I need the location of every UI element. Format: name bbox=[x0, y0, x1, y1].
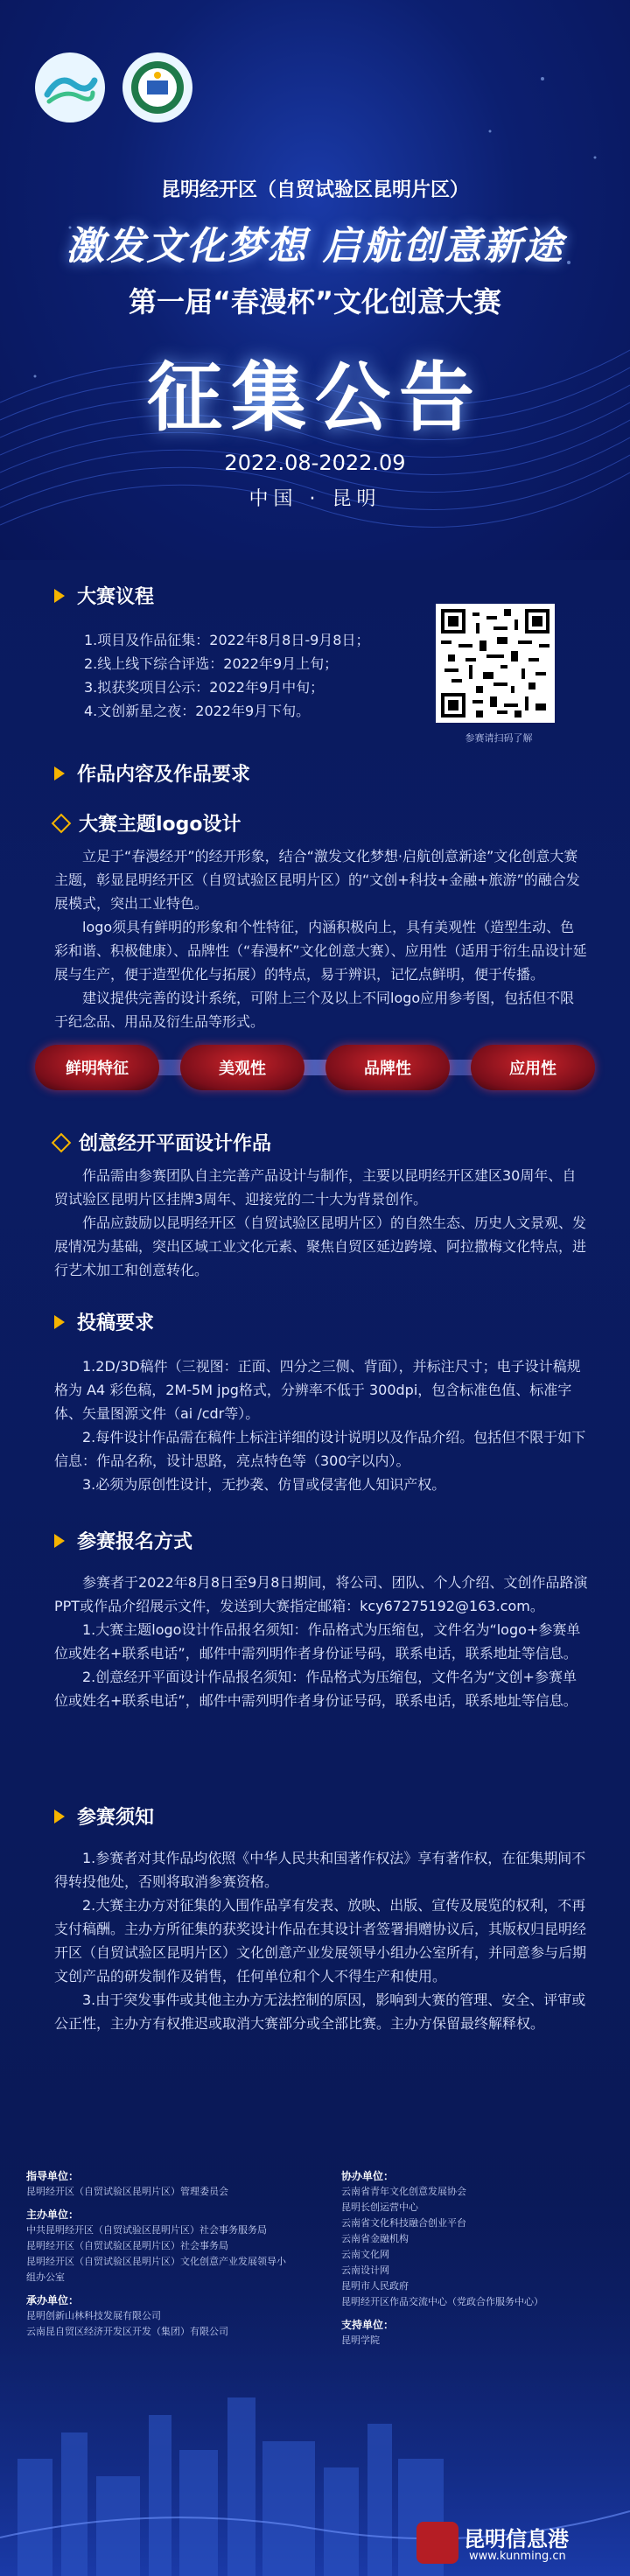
footer-line: 昆明经开区（自贸试验区昆明片区）社会事务局 bbox=[26, 2240, 228, 2251]
qr-caption: 参赛请扫码了解 bbox=[465, 732, 533, 744]
registration-title bbox=[54, 1527, 192, 1554]
agenda-item: 2.线上线下综合评选：2022年9月上旬； bbox=[84, 655, 339, 672]
qr-code-icon bbox=[441, 609, 550, 718]
agenda-title bbox=[54, 582, 154, 609]
terms-title bbox=[54, 1802, 154, 1830]
qr-code[interactable] bbox=[436, 604, 555, 723]
feature-pill: 品牌性 bbox=[326, 1045, 450, 1090]
paragraph: 1.参赛者对其作品均依照《中华人民共和国著作权法》享有著作权，在征集期间不得转投他处，否则将取消参赛资格。 bbox=[54, 1850, 586, 1890]
emblem-icon bbox=[126, 56, 189, 119]
organizer-line: 昆明经开区（自贸试验区昆明片区） bbox=[160, 179, 469, 201]
paragraph: 2.大赛主办方对征集的入围作品享有发表、放映、出版、宣传及展览的权利，不再支付稿酬。主办方所征集的获奖设计作品在其设计者签署捐赠协议后，其版权归昆明经开区（自贸试验区昆明片区）文化创意产业发展领导小组办公室所有，并同意参与后期文创产品的研发制作及销售，任何单位和个人不得生产和使用。 bbox=[54, 1897, 587, 1984]
triangle-bullet-icon bbox=[54, 1810, 65, 1824]
agenda-item: 4.文创新星之夜：2022年9月下旬。 bbox=[84, 703, 311, 719]
triangle-bullet-icon bbox=[54, 1315, 65, 1329]
feature-pills bbox=[35, 1037, 595, 1098]
footer-line: 云南文化网 bbox=[341, 2249, 389, 2260]
wave-logo-icon bbox=[38, 56, 102, 119]
requirements-title bbox=[54, 1308, 154, 1335]
footer-line: 云南昆自贸区经济开发区开发（集团）有限公司 bbox=[26, 2326, 228, 2337]
logo-group bbox=[35, 52, 192, 122]
terms-body bbox=[54, 1846, 588, 2035]
paragraph: 1.大赛主题logo设计作品报名须知：作品格式为压缩包，文件名为“logo+参赛单位或姓名+联系电话”，邮件中需列明作者身份证号码，联系电话，联系地址等信息。 bbox=[54, 1621, 581, 1662]
footer-line: 昆明长创运营中心 bbox=[341, 2202, 418, 2213]
footer-heading: 支持单位： bbox=[341, 2319, 395, 2331]
hero-banner bbox=[0, 0, 630, 560]
terms-title-text: 参赛须知 bbox=[77, 1807, 155, 1829]
footer-line: 云南省青年文化创意发展协会 bbox=[341, 2186, 466, 2197]
content-title-text: 作品内容及作品要求 bbox=[77, 764, 251, 786]
agenda-item: 3.拟获奖项目公示：2022年9月中旬； bbox=[84, 679, 325, 696]
footer-line: 昆明经开区（自贸试验区昆明片区）文化创意产业发展领导小组办公室 bbox=[26, 2256, 286, 2283]
agenda-title-text: 大赛议程 bbox=[77, 586, 155, 608]
footer-left-column bbox=[26, 2161, 289, 2340]
requirements-body bbox=[54, 1354, 588, 1496]
logo-subtitle-text: 大赛主题logo设计 bbox=[79, 814, 242, 836]
footer-line: 云南省文化科技融合创业平台 bbox=[341, 2217, 466, 2229]
notice-title: 征集公告 bbox=[147, 354, 483, 442]
contest-logo bbox=[35, 52, 105, 122]
paragraph: 1.2D/3D稿件（三视图：正面、四分之三侧、背面），并标注尺寸；电子设计稿规格为 A4 彩色稿，2M-5M jpg格式，分辨率不低于 300dpi，包含标准色值、标准字体、矢量图源文件（ai /cdr等）。 bbox=[54, 1358, 581, 1422]
triangle-bullet-icon bbox=[54, 1534, 65, 1548]
paragraph: 参赛者于2022年8月8日至9月8日期间，将公司、团队、个人介绍、文创作品路演PPT或作品介绍展示文件，发送到大赛指定邮箱：kcy67275192@163.com。 bbox=[54, 1574, 588, 1614]
footer bbox=[0, 2152, 630, 2576]
slogan: 激发文化梦想 启航创意新途 bbox=[66, 224, 564, 269]
plane-description bbox=[54, 1164, 588, 1282]
footer-line: 云南省金融机构 bbox=[341, 2233, 409, 2244]
agenda-item: 1.项目及作品征集：2022年8月8日-9月8日； bbox=[84, 632, 370, 648]
plane-subtitle bbox=[54, 1129, 271, 1156]
requirements-title-text: 投稿要求 bbox=[77, 1312, 155, 1334]
brand-watermark[interactable] bbox=[411, 2516, 621, 2569]
paragraph: 建议提供完善的设计系统，可附上三个及以上不同logo应用参考图，包括但不限于纪念品、用品及衍生品等形式。 bbox=[54, 990, 575, 1030]
date-range: 2022.08-2022.09 bbox=[224, 451, 406, 475]
paragraph: 3.必须为原创性设计，无抄袭、仿冒或侵害他人知识产权。 bbox=[82, 1476, 446, 1493]
footer-line: 昆明市人民政府 bbox=[341, 2280, 409, 2292]
footer-line: 昆明学院 bbox=[341, 2334, 380, 2346]
zone-emblem bbox=[122, 52, 192, 122]
brand-url: www.kunming.cn bbox=[469, 2550, 566, 2563]
paragraph: 2.每件设计作品需在稿件上标注详细的设计说明以及作品介绍。包括但不限于如下信息：作品名称，设计思路，亮点特色等（300字以内）。 bbox=[54, 1429, 586, 1469]
content-title bbox=[54, 760, 250, 787]
diamond-bullet-icon bbox=[52, 813, 72, 833]
location: 中国 · 昆明 bbox=[248, 488, 382, 510]
brand-logo-icon bbox=[416, 2522, 458, 2564]
paragraph: logo须具有鲜明的形象和个性特征，内涵积极向上，具有美观性（造型生动、色彩和谐、积极健康）、品牌性（“春漫杯”文化创意大赛）、应用性（适用于衍生品设计延展与生产，便于造型优化与拓展）的特点，易于辨识，记忆点鲜明，便于传播。 bbox=[54, 919, 587, 983]
footer-line: 云南设计网 bbox=[341, 2264, 389, 2276]
diamond-bullet-icon bbox=[52, 1132, 72, 1152]
feature-pill: 应用性 bbox=[471, 1045, 595, 1090]
feature-pill: 美观性 bbox=[180, 1045, 304, 1090]
paragraph: 作品需由参赛团队自主完善产品设计与制作，主要以昆明经开区建区30周年、自贸试验区昆明片区挂牌3周年、迎接党的二十大为背景创作。 bbox=[54, 1167, 577, 1208]
plane-subtitle-text: 创意经开平面设计作品 bbox=[79, 1133, 272, 1155]
footer-heading: 主办单位： bbox=[26, 2208, 80, 2221]
footer-line: 昆明经开区作品交流中心（党政合作服务中心） bbox=[341, 2296, 543, 2307]
triangle-bullet-icon bbox=[54, 766, 65, 780]
contest-name: 第一届“春漫杯”文化创意大赛 bbox=[128, 285, 502, 318]
agenda-list bbox=[84, 628, 416, 723]
footer-heading: 承办单位： bbox=[26, 2294, 80, 2306]
paragraph: 立足于“春漫经开”的经开形象，结合“激发文化梦想·启航创意新途”文化创意大赛主题，彰显昆明经开区（自贸试验区昆明片区）的“文创+科技+金融+旅游”的融合发展模式，突出工业特色。 bbox=[54, 848, 580, 912]
triangle-bullet-icon bbox=[54, 589, 65, 603]
footer-heading: 指导单位： bbox=[26, 2170, 80, 2182]
paragraph: 3.由于突发事件或其他主办方无法控制的原因，影响到大赛的管理、安全、评审或公正性，主办方有权推迟或取消大赛部分或全部比赛。主办方保留最终解释权。 bbox=[54, 1992, 586, 2032]
logo-subtitle bbox=[54, 809, 242, 836]
logo-description bbox=[54, 844, 588, 1033]
footer-line: 昆明经开区（自贸试验区昆明片区）管理委员会 bbox=[26, 2186, 228, 2197]
registration-title-text: 参赛报名方式 bbox=[77, 1531, 193, 1553]
footer-heading: 协办单位： bbox=[341, 2170, 395, 2182]
paragraph: 作品应鼓励以昆明经开区（自贸试验区昆明片区）的自然生态、历史人文景观、发展情况为基础，突出区域工业文化元素、聚焦自贸区延边跨境、阿拉撒梅文化特点，进行艺术加工和创意转化。 bbox=[54, 1214, 587, 1278]
feature-pill: 鲜明特征 bbox=[35, 1045, 159, 1090]
registration-body bbox=[54, 1571, 588, 1712]
footer-line: 昆明创新山林科技发展有限公司 bbox=[26, 2310, 161, 2321]
paragraph: 2.创意经开平面设计作品报名须知：作品格式为压缩包，文件名为“文创+参赛单位或姓名+联系电话”，邮件中需列明作者身份证号码，联系电话，联系地址等信息。 bbox=[54, 1669, 578, 1709]
footer-line: 中共昆明经开区（自贸试验区昆明片区）社会事务服务局 bbox=[26, 2224, 267, 2236]
brand-name: 昆明信息港 bbox=[464, 2527, 569, 2552]
footer-right-column bbox=[341, 2161, 612, 2348]
